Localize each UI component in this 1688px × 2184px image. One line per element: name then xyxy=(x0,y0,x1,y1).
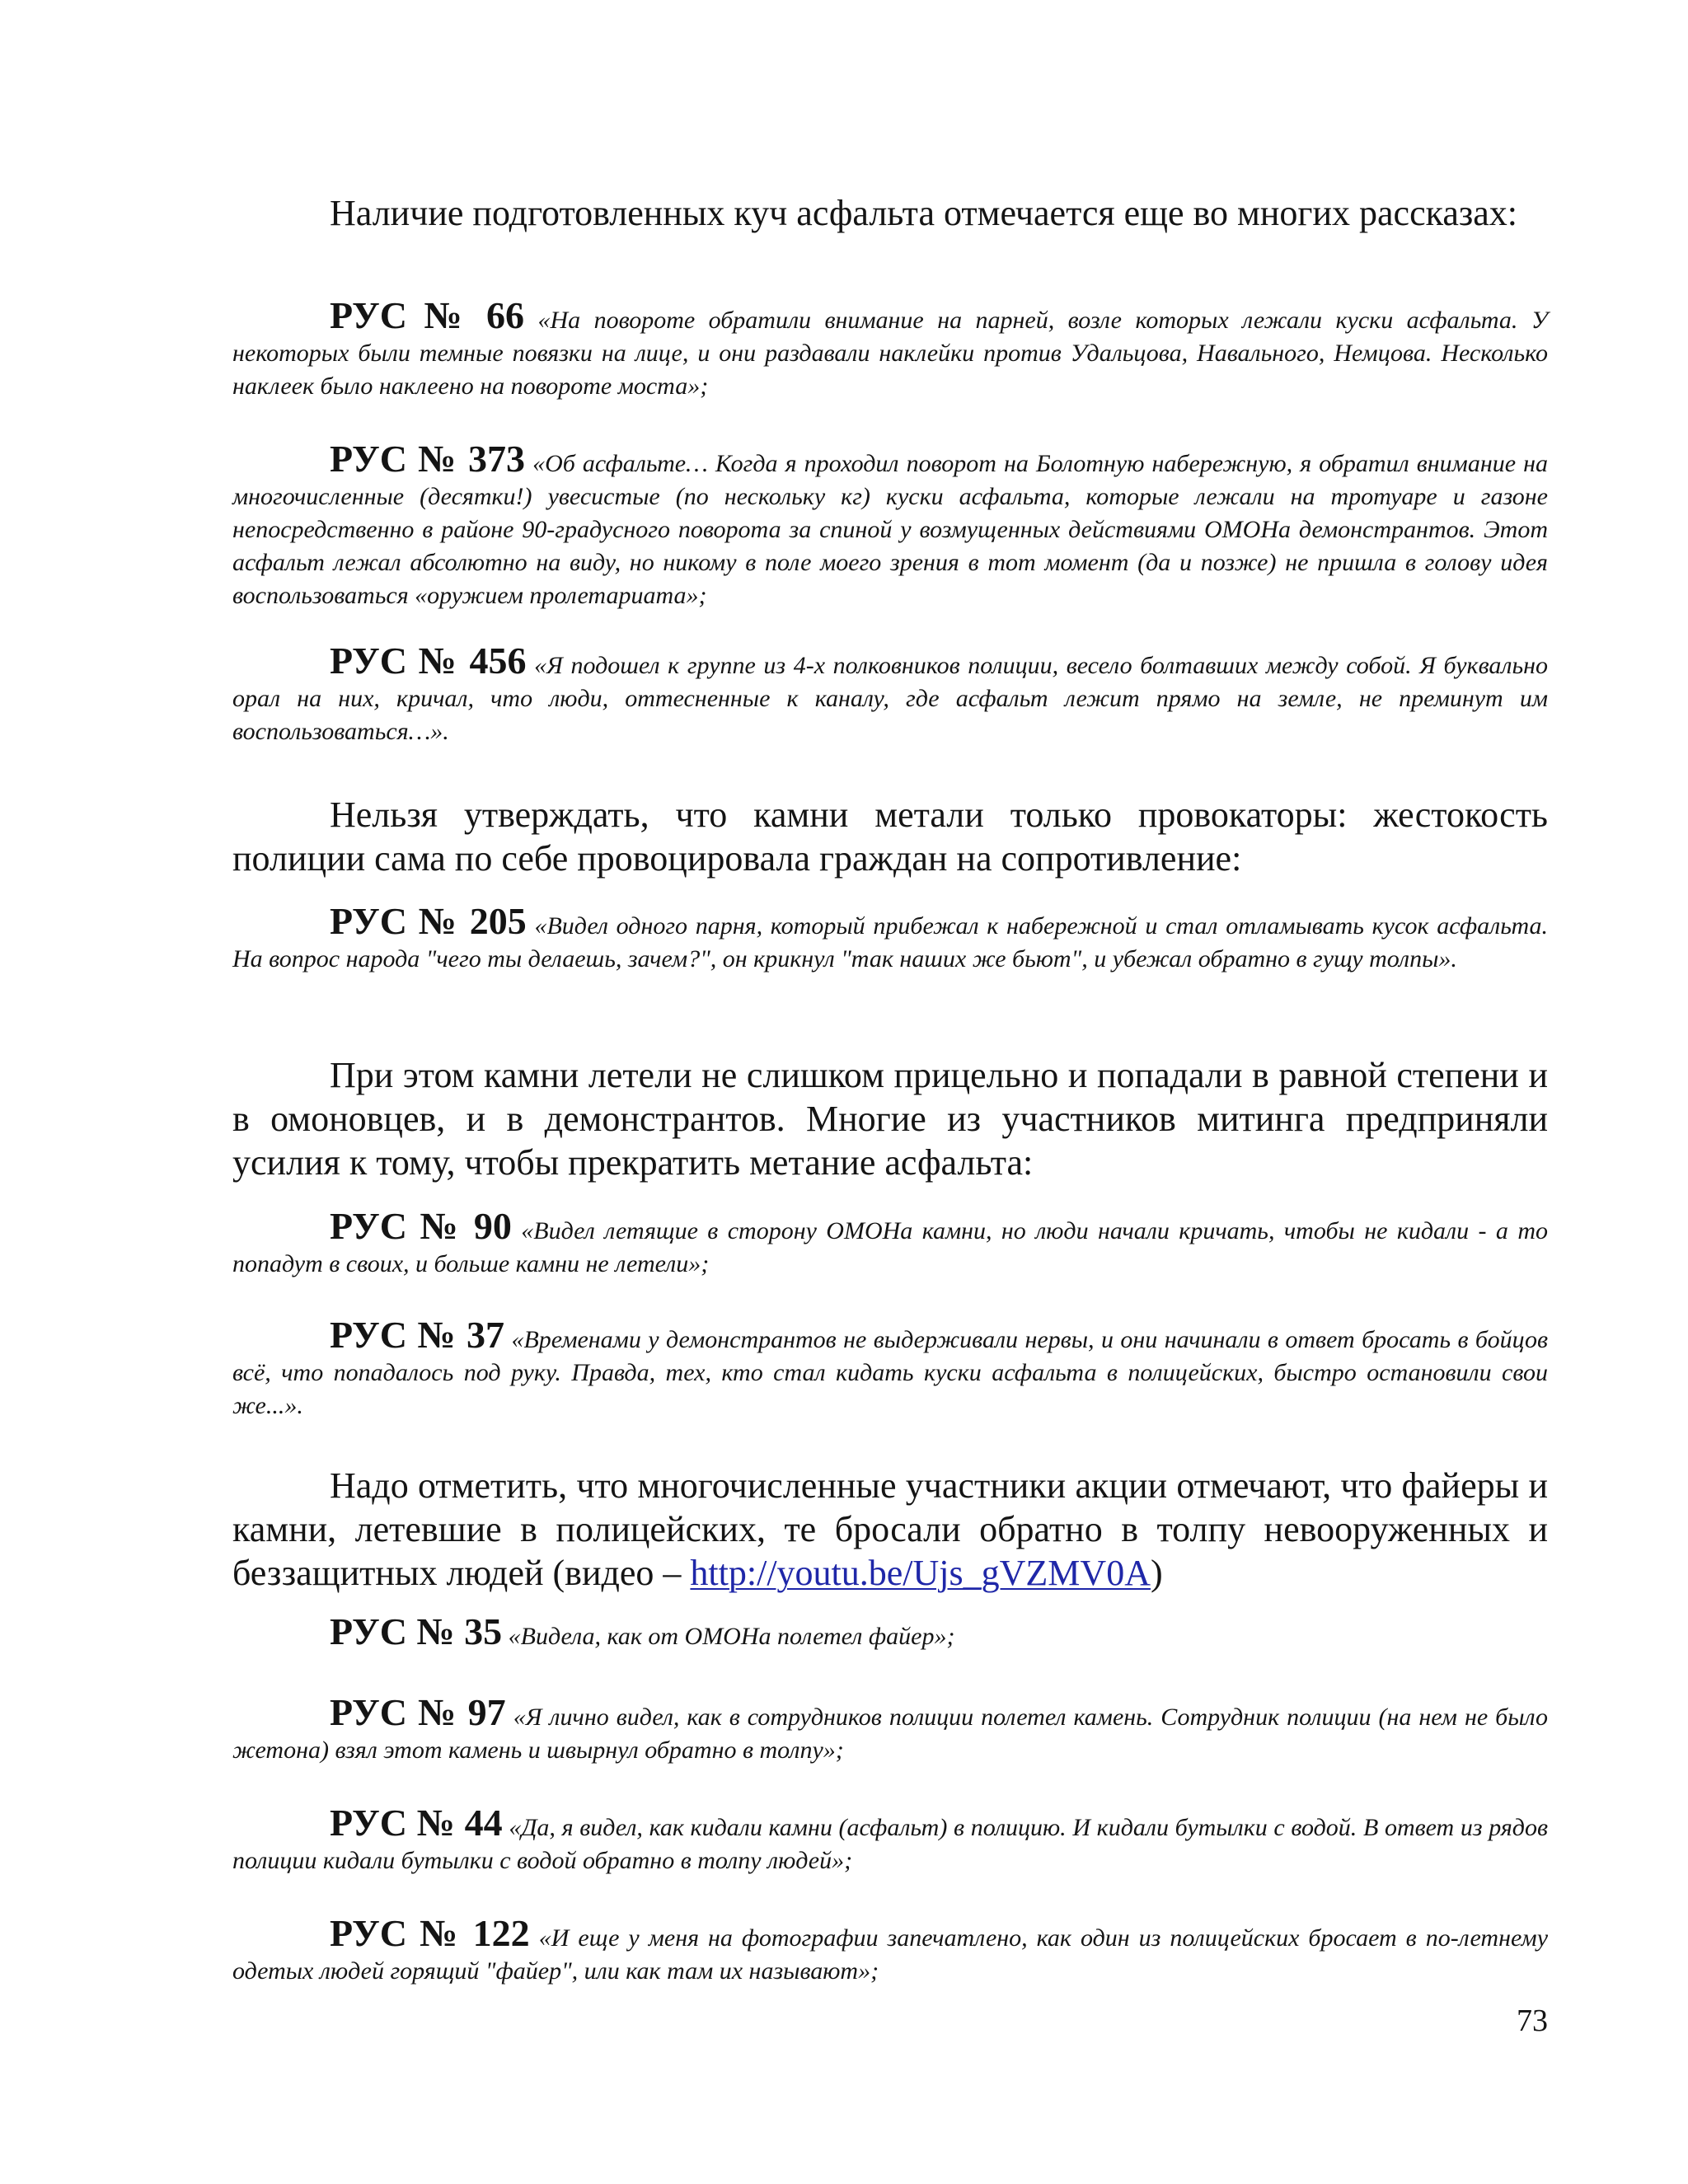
testimony-ref: РУС № 205 xyxy=(330,900,527,942)
body-paragraph xyxy=(232,1464,1548,1595)
testimony-quote xyxy=(232,1205,1549,1281)
testimony-text: «На повороте обратили внимание на парней, возле которых лежали куски асфальта. У некоторых были темные повязки на лице, и они раздавали наклейки против Удальцова, Навального, Немцова. Несколько наклеек было наклеено на повороте моста»; xyxy=(232,307,1549,400)
video-link[interactable]: http://youtu.be/Ujs_gVZMV0A xyxy=(690,1553,1151,1593)
testimony-text: «Я подошел к группе из 4-х полковников полиции, весело болтавших между собой. Я буквально орал на них, кричал, что люди, оттесненные к каналу, где асфальт лежит прямо на земле, не преминут им воспользоваться…». xyxy=(232,652,1549,745)
testimony-ref: РУС № 97 xyxy=(330,1691,506,1733)
testimony-ref: РУС № 456 xyxy=(330,640,527,682)
body-paragraph xyxy=(232,793,1548,880)
testimony-text: «Видел летящие в сторону ОМОНа камни, но люди начали кричать, чтобы не кидали - а то попадут в своих, и больше камни не летели»; xyxy=(232,1217,1549,1277)
body-paragraph xyxy=(232,1053,1548,1184)
paragraph-text: Нельзя утверждать, что камни метали только провокаторы: жестокость полиции сама по себе провоцировала граждан на сопротивление: xyxy=(232,794,1548,879)
testimony-ref: РУС № 37 xyxy=(330,1314,504,1356)
testimony-quote xyxy=(232,1610,1548,1653)
testimony-quote xyxy=(232,294,1549,403)
body-paragraph xyxy=(232,191,1548,235)
paragraph-text: Наличие подготовленных куч асфальта отмечается еще во многих рассказах: xyxy=(330,193,1517,233)
testimony-quote xyxy=(232,438,1549,612)
testimony-quote xyxy=(232,640,1549,748)
testimony-text: «Видела, как от ОМОНа полетел файер»; xyxy=(508,1623,955,1650)
testimony-text: «И еще у меня на фотографии запечатлено, как один из полицейских бросает в по-летнему одетых людей горящий "файер", или как там их называют»; xyxy=(232,1924,1549,1985)
testimony-text: «Я лично видел, как в сотрудников полиции полетел камень. Сотрудник полиции (на нем не было жетона) взял этот камень и швырнул обратно в толпу»; xyxy=(232,1704,1548,1764)
testimony-text: «Да, я видел, как кидали камни (асфальт) в полицию. И кидали бутылки с водой. В ответ из рядов полиции кидали бутылки с водой обратно в толпу людей»; xyxy=(232,1814,1548,1874)
testimony-quote xyxy=(232,1912,1549,1988)
testimony-quote xyxy=(232,1691,1548,1767)
testimony-quote xyxy=(232,1314,1549,1422)
testimony-text: «Об асфальте… Когда я проходил поворот на Болотную набережную, я обратил внимание на многочисленные (десятки!) увесистые (по нескольку кг) куски асфальта, которые лежали на тротуаре и газоне непосредственно в районе 90-градусного поворота за спиной у возмущенных действиями ОМОНа демонстрантов. Этот асфальт лежал абсолютно на виду, но никому в поле моего зрения в тот момент (да и позже) не пришла в голову идея воспользоваться «оружием пролетариата»; xyxy=(232,450,1549,609)
testimony-ref: РУС № 66 xyxy=(330,294,524,336)
testimony-ref: РУС № 90 xyxy=(330,1205,512,1247)
testimony-text: «Видел одного парня, который прибежал к набережной и стал отламывать кусок асфальта. На вопрос народа "чего ты делаешь, зачем?", он крикнул "так наших же бьют", и убежал обратно в гущу толпы». xyxy=(232,912,1549,972)
testimony-text: «Временами у демонстрантов не выдерживали нервы, и они начинали в ответ бросать в бойцов всё, что попадалось под руку. Правда, тех, кто стал кидать куски асфальта в полицейских, быстро остановили свои же...». xyxy=(232,1326,1549,1419)
paragraph-text: Надо отметить, что многочисленные участники акции отмечают, что файеры и камни, летевшие в полицейских, те бросали обратно в толпу невооруженных и беззащитных людей (видео – xyxy=(232,1465,1548,1593)
testimony-ref: РУС № 44 xyxy=(330,1802,503,1844)
paragraph-text: ) xyxy=(1150,1553,1163,1593)
page-number: 73 xyxy=(1517,2004,1548,2038)
testimony-quote xyxy=(232,900,1549,976)
paragraph-text: При этом камни летели не слишком прицельно и попадали в равной степени и в омоновцев, и в демонстрантов. Многие из участников митинга предприняли усилия к тому, чтобы прекратить метание асфальта: xyxy=(232,1055,1548,1183)
testimony-ref: РУС № 122 xyxy=(330,1912,530,1954)
testimony-quote xyxy=(232,1802,1548,1877)
testimony-ref: РУС № 35 xyxy=(330,1610,503,1652)
testimony-ref: РУС № 373 xyxy=(330,438,525,480)
